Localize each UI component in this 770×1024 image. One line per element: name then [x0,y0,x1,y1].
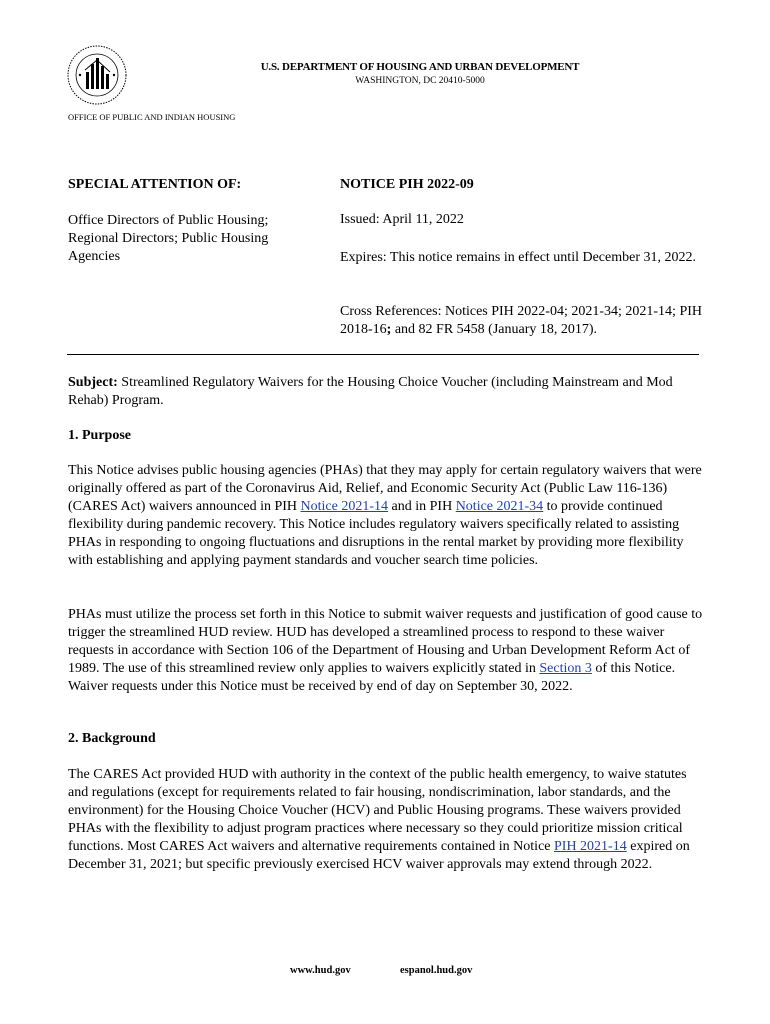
background-paragraph [68,766,708,874]
link-pih-2021-14[interactable]: PIH 2021-14 [554,839,627,854]
notice-number: NOTICE PIH 2022-09 [340,177,474,192]
cross-references [340,303,712,339]
department-name: U.S. DEPARTMENT OF HOUSING AND URBAN DEVELOPMENT [260,61,580,73]
divider [67,354,699,355]
paragraph-text: and in PIH [388,499,456,514]
paragraph-text: of this Notice. Waiver requests under this Notice must be received by end of day on September 30, 2022. [68,661,676,694]
purpose-paragraph-1 [68,462,708,570]
section-heading-purpose: 1. Purpose [68,428,131,443]
paragraph-text: PHAs must utilize the process set forth in this Notice to submit waiver requests and justification of good cause to trigger the streamlined HUD review. HUD has developed a streamlined process to respond to these waiver requests in accordance with Section 106 of the Department of Housing and Urban Development Reform Act of 1989. The use of this streamlined review only applies to waivers explicitly stated in [68,607,703,676]
section-heading-background: 2. Background [68,731,156,746]
footer-link-hud[interactable]: www.hud.gov [290,965,351,976]
link-section-3[interactable]: Section 3 [539,661,592,676]
purpose-paragraph-2 [68,606,708,696]
subject [68,374,708,410]
expiration: Expires: This notice remains in effect until December 31, 2022. [340,250,696,265]
paragraph-text: expired on December 31, 2021; but specific previously exercised HCV waiver approvals may extend through 2022. [68,839,690,872]
paragraph-text: The CARES Act provided HUD with authority in the context of the public health emergency, to waive statutes and regulations (except for requirements related to fair housing, nondiscrimination, labor standards, and the environment) for the Housing Choice Voucher (HCV) and Public Housing programs. These waivers provided PHAs with the flexibility to adjust program practices where necessary so they could prioritize mission critical functions. Most CARES Act waivers and alternative requirements contained in Notice [68,767,687,854]
issued-date: Issued: April 11, 2022 [340,212,464,227]
paragraph-text: to provide continued flexibility during pandemic recovery. This Notice includes regulatory waivers specifically related to assisting PHAs in responding to ongoing fluctuations and disruptions in the rental market by providing more flexibility with establishing and applying payment standards and voucher search time policies. [68,499,684,568]
subject-label: Subject: [68,375,118,390]
link-notice-2021-14[interactable]: Notice 2021-14 [300,499,389,514]
cross-references-text: Cross References: Notices PIH 2022-04; 2021-34; 2021-14; PIH 2018-16 [340,304,703,337]
subject-text: Streamlined Regulatory Waivers for the Housing Choice Voucher (including Mainstream and Mod Rehab) Program. [68,375,673,408]
hud-seal-logo [66,44,128,106]
cross-references-text-end: and 82 FR 5458 (January 18, 2017). [391,322,598,337]
footer-link-espanol[interactable]: espanol.hud.gov [400,965,473,976]
recipients: Office Directors of Public Housing; Regional Directors; Public Housing Agencies [68,213,269,264]
link-notice-2021-34[interactable]: Notice 2021-34 [455,499,544,514]
special-attention-heading: SPECIAL ATTENTION OF: [68,177,242,192]
department-address: WASHINGTON, DC 20410-5000 [355,76,485,86]
office-name: OFFICE OF PUBLIC AND INDIAN HOUSING [68,112,236,122]
cross-references-separator: ; [386,322,392,337]
paragraph-text: This Notice advises public housing agencies (PHAs) that they may apply for certain regulatory waivers that were originally offered as part of the Coronavirus Aid, Relief, and Economic Security Act (Public Law 116-136) (CARES Act) waivers announced in PIH [68,463,702,514]
